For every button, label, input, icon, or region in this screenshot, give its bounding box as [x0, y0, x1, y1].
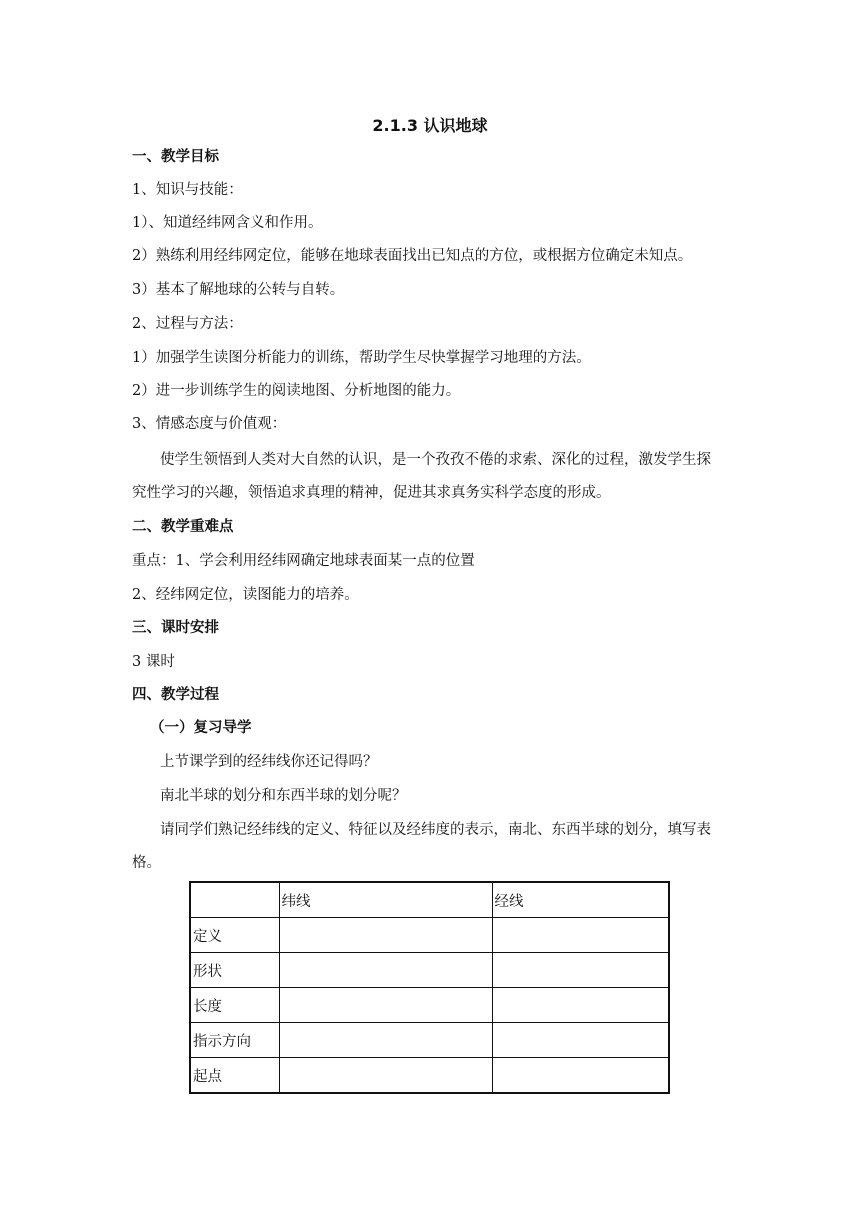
table-cell — [279, 918, 492, 953]
table-row-label: 定义 — [190, 918, 279, 953]
section-heading-process: 四、教学过程 — [132, 687, 219, 703]
table-row — [190, 988, 669, 1023]
section-heading-objectives: 一、教学目标 — [132, 149, 219, 165]
table-header-cell — [190, 882, 279, 918]
paragraph: 使学生领悟到人类对大自然的认识，是一个孜孜不倦的求索、深化的过程，激发学生探 — [160, 452, 711, 468]
paragraph: 上节课学到的经纬线你还记得吗？ — [160, 754, 378, 770]
paragraph: 南北半球的划分和东西半球的划分呢？ — [160, 788, 407, 804]
paragraph: 重点：1、学会利用经纬网确定地球表面某一点的位置 — [132, 553, 475, 569]
table-row-label: 起点 — [190, 1058, 279, 1094]
paragraph: 请同学们熟记经纬线的定义、特征以及经纬度的表示，南北、东西半球的划分，填写表 — [160, 822, 711, 838]
paragraph: 3、情感态度与价值观： — [132, 416, 287, 432]
paragraph: 2、过程与方法： — [132, 316, 243, 332]
paragraph: 究性学习的兴趣，领悟追求真理的精神，促进其求真务实科学态度的形成。 — [132, 485, 611, 501]
paragraph: 1）、知道经纬网含义和作用。 — [132, 215, 323, 231]
table-cell — [492, 918, 669, 953]
table-header-row — [190, 882, 669, 918]
table-row-label: 长度 — [190, 988, 279, 1023]
table-cell — [492, 953, 669, 988]
table-row-label: 指示方向 — [190, 1023, 279, 1058]
table-header-cell: 纬线 — [279, 882, 492, 918]
table-cell — [279, 1023, 492, 1058]
table-cell — [492, 1023, 669, 1058]
table-cell — [279, 1058, 492, 1094]
table-header-cell: 经线 — [492, 882, 669, 918]
table-row — [190, 1058, 669, 1094]
table-row — [190, 953, 669, 988]
paragraph: 格。 — [132, 855, 161, 871]
table-row — [190, 918, 669, 953]
paragraph: 3 课时 — [132, 654, 175, 670]
table-row — [190, 1023, 669, 1058]
paragraph: 2、经纬网定位，读图能力的培养。 — [132, 587, 359, 603]
table-cell — [279, 953, 492, 988]
latitude-longitude-table — [189, 881, 670, 1094]
paragraph: 1）加强学生读图分析能力的训练，帮助学生尽快掌握学习地理的方法。 — [132, 350, 591, 366]
table-row-label: 形状 — [190, 953, 279, 988]
page-title: 2.1.3 认识地球 — [372, 116, 488, 135]
section-heading-schedule: 三、课时安排 — [132, 620, 219, 636]
paragraph: 1、知识与技能： — [132, 182, 243, 198]
paragraph: 3）基本了解地球的公转与自转。 — [132, 282, 345, 298]
subsection-heading: （一）复习导学 — [150, 720, 252, 736]
table-cell — [279, 988, 492, 1023]
paragraph: 2）进一步训练学生的阅读地图、分析地图的能力。 — [132, 383, 461, 399]
table-cell — [492, 988, 669, 1023]
table-cell — [492, 1058, 669, 1094]
paragraph: 2）熟练利用经纬网定位，能够在地球表面找出已知点的方位，或根据方位确定未知点。 — [132, 248, 693, 264]
section-heading-key-points: 二、教学重难点 — [132, 519, 234, 535]
